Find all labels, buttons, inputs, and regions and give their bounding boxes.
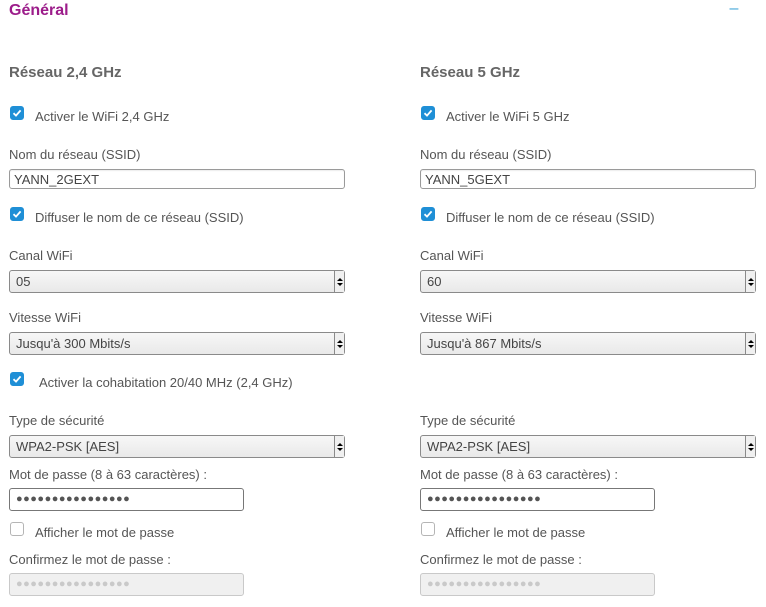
channel-5-label: Canal WiFi xyxy=(420,248,484,263)
security-24-label: Type de sécurité xyxy=(9,413,105,428)
speed-5-select[interactable] xyxy=(420,332,756,355)
broadcast-ssid-5-checkbox[interactable] xyxy=(421,207,435,221)
broadcast-ssid-5-label: Diffuser le nom de ce réseau (SSID) xyxy=(446,210,655,225)
show-password-24-label: Afficher le mot de passe xyxy=(35,525,175,540)
channel-5-value: 60 xyxy=(427,274,442,289)
right-column-title: Réseau 5 GHz xyxy=(420,64,521,81)
select-arrows-icon xyxy=(745,333,755,354)
broadcast-ssid-24-checkbox[interactable] xyxy=(10,207,24,221)
confirm-password-24-input: ●●●●●●●●●●●●●●●● xyxy=(9,573,244,596)
cohabitation-checkbox[interactable] xyxy=(10,372,24,386)
enable-wifi-5-checkbox[interactable] xyxy=(421,106,435,120)
security-5-select[interactable] xyxy=(420,435,756,458)
show-password-5-checkbox[interactable] xyxy=(421,522,435,536)
security-5-label: Type de sécurité xyxy=(420,413,516,428)
channel-24-select[interactable] xyxy=(9,270,345,293)
enable-wifi-24-label: Activer le WiFi 2,4 GHz xyxy=(35,109,170,124)
checkmark-icon xyxy=(423,108,433,118)
cohabitation-label: Activer la cohabitation 20/40 MHz (2,4 GHz) xyxy=(39,375,293,390)
speed-24-label: Vitesse WiFi xyxy=(9,310,81,325)
password-24-input[interactable]: ●●●●●●●●●●●●●●●● xyxy=(9,488,244,511)
password-5-input[interactable]: ●●●●●●●●●●●●●●●● xyxy=(420,488,655,511)
show-password-24-checkbox[interactable] xyxy=(10,522,24,536)
enable-wifi-24-checkbox[interactable] xyxy=(10,106,24,120)
channel-24-value: 05 xyxy=(16,274,31,289)
checkmark-icon xyxy=(12,108,22,118)
password-24-label: Mot de passe (8 à 63 caractères) : xyxy=(9,467,207,482)
select-arrows-icon xyxy=(334,271,344,292)
ssid-5-label: Nom du réseau (SSID) xyxy=(420,147,552,162)
security-5-value: WPA2-PSK [AES] xyxy=(427,439,531,454)
checkmark-icon xyxy=(12,374,22,384)
select-arrows-icon xyxy=(745,436,755,457)
password-5-label: Mot de passe (8 à 63 caractères) : xyxy=(420,467,618,482)
channel-5-select[interactable] xyxy=(420,270,756,293)
select-arrows-icon xyxy=(745,271,755,292)
show-password-5-label: Afficher le mot de passe xyxy=(446,525,586,540)
checkmark-icon xyxy=(423,209,433,219)
ssid-24-input[interactable]: YANN_2GEXT xyxy=(9,169,345,189)
channel-24-label: Canal WiFi xyxy=(9,248,73,263)
security-24-select[interactable] xyxy=(9,435,345,458)
security-24-value: WPA2-PSK [AES] xyxy=(16,439,120,454)
select-arrows-icon xyxy=(334,333,344,354)
speed-5-value: Jusqu'à 867 Mbits/s xyxy=(427,336,542,351)
ssid-5-input[interactable]: YANN_5GEXT xyxy=(420,169,756,189)
broadcast-ssid-24-label: Diffuser le nom de ce réseau (SSID) xyxy=(35,210,244,225)
left-column-title: Réseau 2,4 GHz xyxy=(9,64,122,81)
speed-24-value: Jusqu'à 300 Mbits/s xyxy=(16,336,131,351)
ssid-24-label: Nom du réseau (SSID) xyxy=(9,147,141,162)
confirm-password-24-label: Confirmez le mot de passe : xyxy=(9,552,171,567)
speed-5-label: Vitesse WiFi xyxy=(420,310,492,325)
confirm-password-5-label: Confirmez le mot de passe : xyxy=(420,552,582,567)
select-arrows-icon xyxy=(334,436,344,457)
section-title: Général xyxy=(9,2,69,19)
checkmark-icon xyxy=(12,209,22,219)
enable-wifi-5-label: Activer le WiFi 5 GHz xyxy=(446,109,570,124)
speed-24-select[interactable] xyxy=(9,332,345,355)
confirm-password-5-input: ●●●●●●●●●●●●●●●● xyxy=(420,573,655,596)
collapse-icon[interactable]: – xyxy=(729,0,739,17)
